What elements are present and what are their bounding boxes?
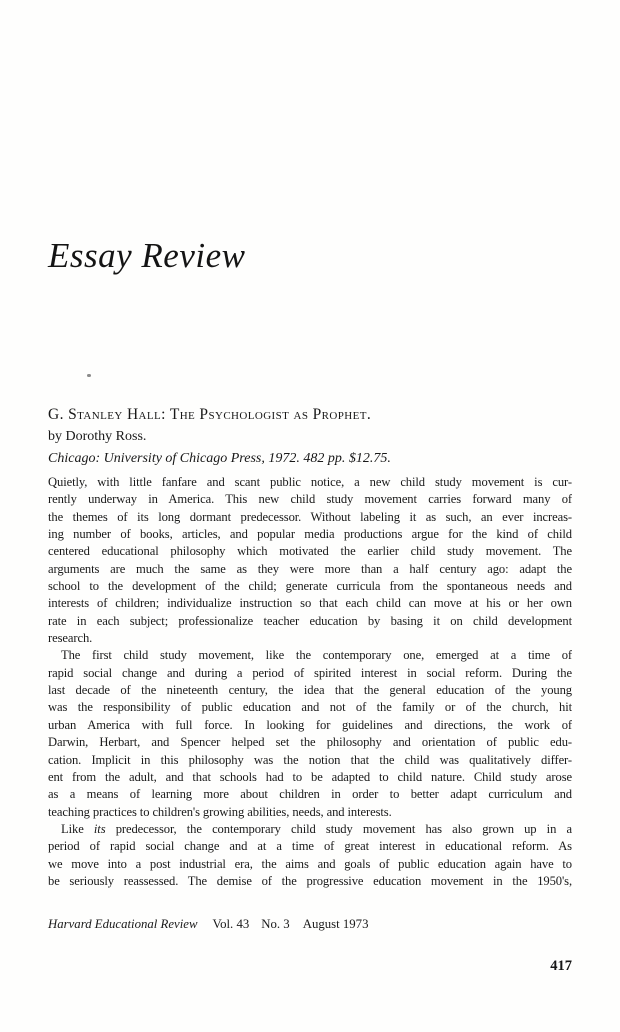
body-line-segment: Like [61, 821, 84, 836]
body-line: rate in each subject; professionalize teacher education by basing it on child development [48, 613, 572, 628]
body-line: Darwin, Herbart, and Spencer helped set the philosophy and orientation of public edu- [48, 735, 572, 750]
volume-label: Vol. 43 [212, 917, 250, 931]
body-line: centered educational philosophy which motivated the earlier child study movement. The [48, 544, 572, 559]
page-number: 417 [550, 958, 572, 974]
body-line: rapid social change and during a period of spirited interest in social reform. During the [48, 665, 572, 680]
body-line-segment: predecessor, the contemporary child study movement has also grown up in a [115, 821, 572, 836]
issue-date: August 1973 [302, 917, 369, 931]
body-line: rently underway in America. This new child study movement carries forward many of [48, 492, 572, 507]
body-line: school to the development of the child; generate curricula from the spontaneous needs and [48, 579, 572, 594]
body-line: last decade of the nineteenth century, the idea that the general education of the young [48, 683, 572, 698]
body-line: was the responsibility of public education and not of the family or of the church, hit [48, 700, 572, 715]
body-line: ing number of books, articles, and popular media productions argue for the kind of child [48, 527, 572, 542]
body-line: arguments are much the same as they were more than a half century ago: adapt the [48, 561, 572, 576]
review-body [48, 474, 572, 890]
body-line: urban America with full force. In looking for guidelines and directions, the work of [48, 717, 572, 732]
body-line-segment-italic: its [93, 821, 106, 836]
body-line: Quietly, with little fanfare and scant public notice, a new child study movement is cur- [48, 475, 572, 489]
book-title: G. Stanley Hall: The Psychologist as Prophet. [48, 406, 372, 423]
body-line: ent from the adult, and that schools had to be adapted to child nature. Child study arose [48, 769, 572, 784]
body-line: cation. Implicit in this philosophy was the notion that the child was qualitatively differ- [48, 752, 572, 767]
page-title: Essay Review [48, 236, 246, 275]
journal-footer [48, 917, 572, 932]
body-line: the themes of its long dormant predecessor. Without labeling it as such, an ever increas- [48, 509, 572, 524]
book-header [48, 404, 572, 469]
scan-speck [87, 374, 91, 377]
body-line: research. [48, 631, 93, 646]
body-line: be seriously reassessed. The demise of the progressive education movement in the 1950's, [48, 873, 572, 888]
body-line: teaching practices to children's growing abilities, needs, and interests. [48, 804, 392, 819]
body-line: we move into a post industrial era, the aims and goals of public education again have to [48, 856, 572, 871]
body-line: as a means of learning more about children in order to better adapt curriculum and [48, 787, 572, 802]
book-byline: by Dorothy Ross. [48, 428, 147, 444]
body-line [48, 821, 572, 838]
issue-number-label: No. 3 [261, 917, 290, 931]
body-line: interests of children; individualize instruction so that each child can move at his or her own [48, 596, 572, 611]
book-publisher: Chicago: University of Chicago Press, 1972. 482 pp. $12.75. [48, 450, 391, 466]
journal-name: Harvard Educational Review [48, 917, 198, 931]
body-line: period of rapid social change and at a time of great interest in educational reform. As [48, 839, 572, 854]
body-line: The first child study movement, like the contemporary one, emerged at a time of [61, 648, 572, 663]
